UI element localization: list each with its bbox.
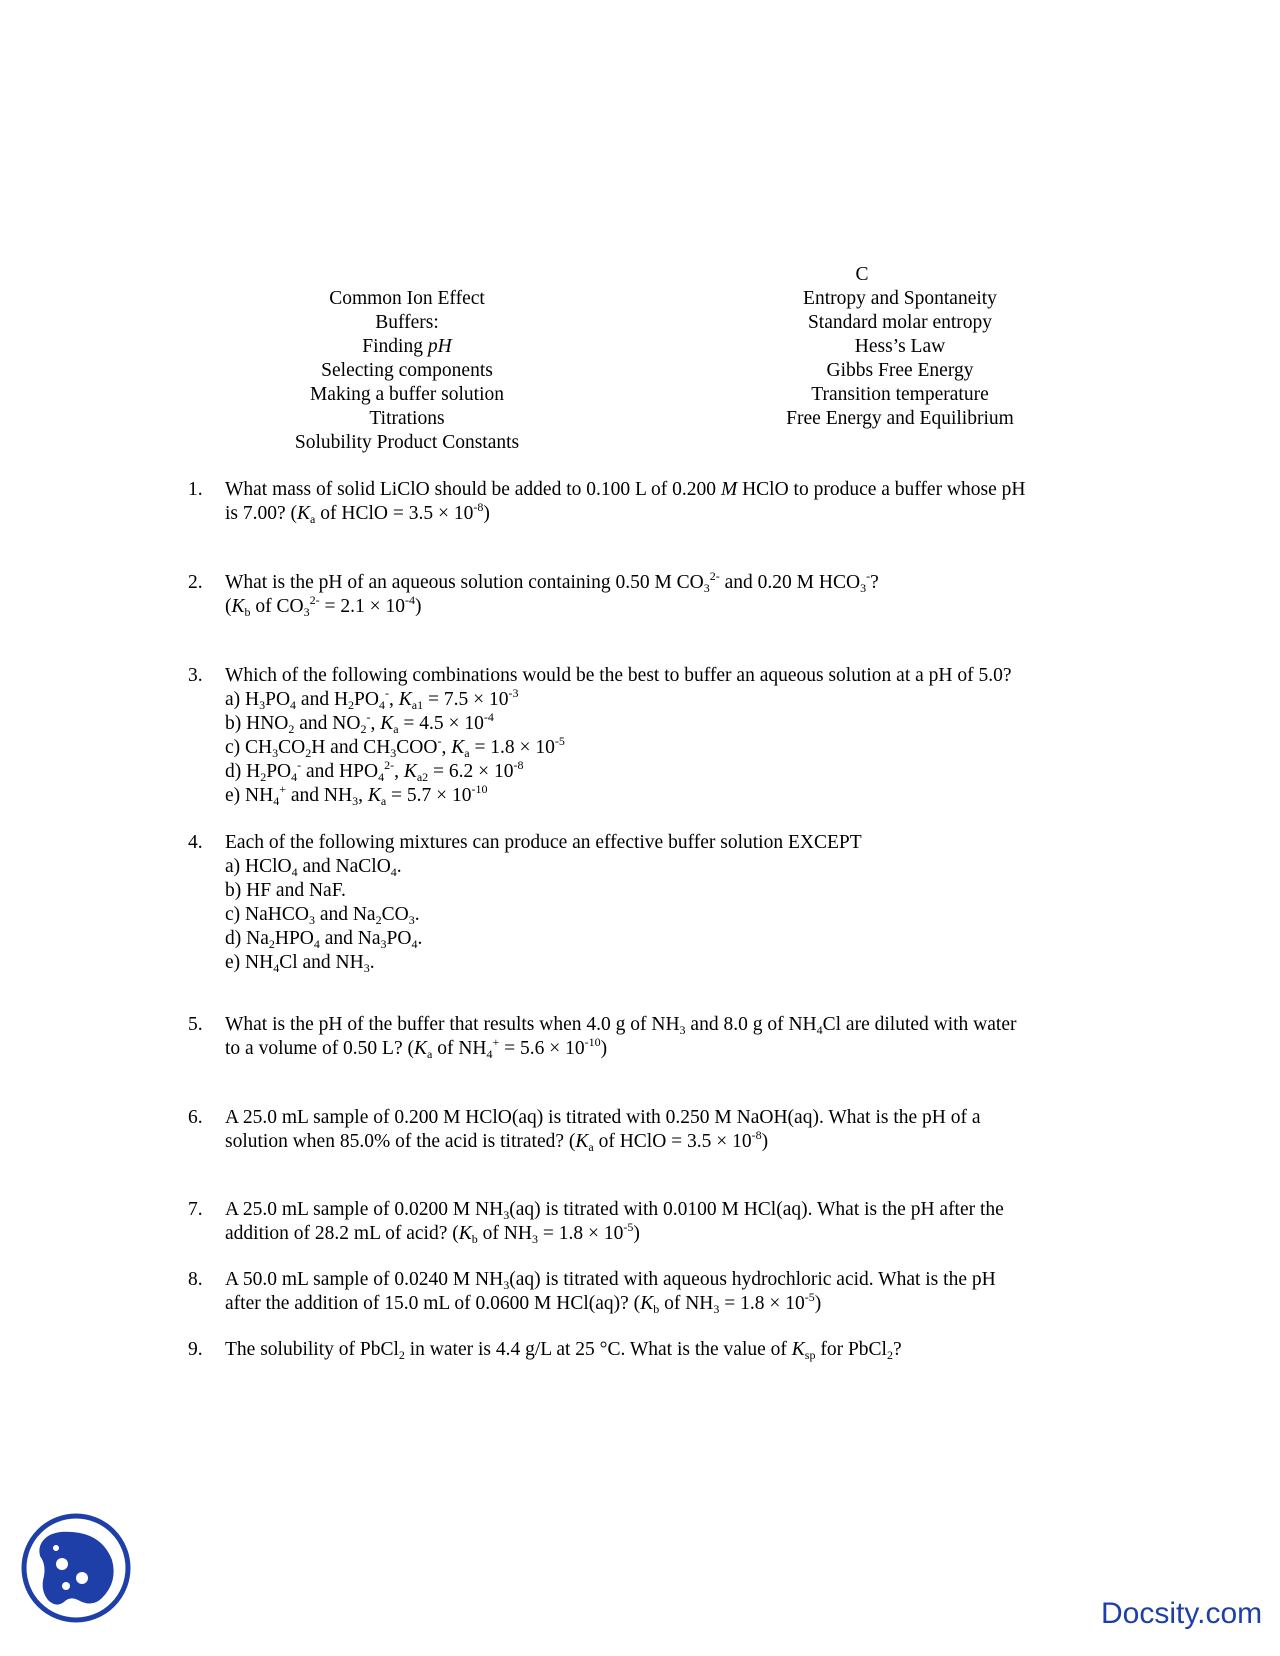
question-number: 5. (188, 1014, 203, 1035)
question-text: The solubility of PbCl$_2$ in water is 4.4 g/L at 25 °C. What is the value of $K_{sp}$ for PbCl$_2$? (225, 1339, 902, 1362)
option-a: a) HClO$_4$ and NaClO$_4$. (225, 856, 402, 879)
topic-molar-entropy: Standard molar entropy (807, 312, 993, 333)
question-text: What is the pH of an aqueous solution containing 0.50 M $CO_3^{2-}$ and 0.20 M $HCO_3^-$? ($K_b$ of $CO_3^{2-} = 2.1 \times 10^{-4}$) (225, 569, 879, 619)
docsity-brand-link[interactable]: Docsity.com (1101, 1597, 1263, 1630)
question-text: Each of the following mixtures can produce an effective buffer solution EXCEPT a) HClO$_4$ and NaClO$_4$. b) HF and NaF. c) NaHCO$_3$ and $Na_2CO_3$. d) $Na_2HPO_4$ and $Na_3PO_4$. e) $NH_4Cl$ and $NH_3$. (225, 831, 1105, 975)
question-number: 4. (188, 832, 203, 853)
question-text: Which of the following combinations would be the best to buffer an aqueous solution at a pH of 5.0? a) $H_3PO_4$ and $H_2PO_4^-$, $K_{a1} = 7.5 \times 10^{-3}$ b) $HNO_2$ and $NO_2^-$, $K_a = 4.5 \times 10^{-4}$ c) $CH_3CO_2H$ and $CH_3COO^-$, $K_a = 1.8 \times 10^{-5}$ d) $H_2PO_4^-$ and $HPO_4^{2-}$, $K_{a2} = 6.2 \times 10^{-8}$ e) $NH_4^+$ and $NH_3$, $K_a = 5.7 \times 10^{-10}$ (225, 664, 1105, 808)
option-d: d) $Na_2HPO_4$ and $Na_3PO_4$. (225, 928, 423, 951)
question-number: 9. (188, 1339, 203, 1360)
option-c: c) $CH_3CO_2H$ and $CH_3COO^-$, $K_a = 1.8 \times 10^{-5}$ (225, 734, 565, 760)
topic-making-buffer: Making a buffer solution (309, 384, 505, 405)
question-text: What mass of solid LiClO should be added to 0.100 L of 0.200 M HClO to produce a buffer whose pH is 7.00? ($K_a$ of HClO = $3.5 \times 10^{-8}$) (225, 479, 1026, 526)
option-b: b) $HNO_2$ and $NO_2^-$, $K_a = 4.5 \times 10^{-4}$ (225, 710, 494, 736)
question-text: What is the pH of the buffer that results when 4.0 g of $NH_3$ and 8.0 g of $NH_4Cl$ are diluted with water to a volume of 0.50 L? ($K_a$ of $NH_4^+ = 5.6 \times 10^{-10}$) (225, 1014, 1017, 1061)
question-number: 2. (188, 572, 203, 593)
option-e: e) $NH_4Cl$ and $NH_3$. (225, 952, 375, 975)
topic-common-ion: Common Ion Effect (329, 288, 485, 309)
column-header: C (855, 264, 869, 285)
topic-hess: Hess’s Law (854, 336, 946, 357)
question-number: 7. (188, 1199, 203, 1220)
question-text: A 25.0 mL sample of 0.0200 M $NH_3(aq)$ is titrated with 0.0100 M HCl(aq). What is the pH after the addition of 28.2 mL of acid? ($K_b$ of $NH_3 = 1.8 \times 10^{-5}$) (225, 1199, 1004, 1246)
topics-right-column (740, 263, 1060, 431)
topics-left-column (232, 287, 582, 455)
option-c: c) NaHCO$_3$ and $Na_2CO_3$. (225, 904, 420, 927)
question-number: 3. (188, 665, 203, 686)
topic-ksp: Solubility Product Constants (294, 432, 520, 453)
topic-selecting: Selecting components (321, 360, 493, 381)
question-text: A 25.0 mL sample of 0.200 M HClO(aq) is titrated with 0.250 M NaOH(aq). What is the pH of a solution when 85.0% of the acid is titrated? ($K_a$ of HClO = $3.5 \times 10^{-8}$) (225, 1107, 981, 1154)
topic-gibbs: Gibbs Free Energy (826, 360, 974, 381)
question-number: 6. (188, 1107, 203, 1128)
topic-free-energy: Free Energy and Equilibrium (786, 408, 1014, 429)
topic-titrations: Titrations (369, 408, 445, 429)
topic-transition: Transition temperature (811, 384, 989, 405)
topic-finding-ph: Finding pH (362, 336, 452, 357)
question-number: 8. (188, 1269, 203, 1290)
topic-entropy: Entropy and Spontaneity (803, 288, 997, 309)
topic-buffers: Buffers: (375, 312, 439, 333)
option-d: d) $H_2PO_4^-$ and $HPO_4^{2-}$, $K_{a2} = 6.2 \times 10^{-8}$ (225, 758, 524, 784)
option-a: a) $H_3PO_4$ and $H_2PO_4^-$, $K_{a1} = 7.5 \times 10^{-3}$ (225, 686, 519, 712)
question-number: 1. (188, 479, 203, 500)
option-b: b) HF and NaF. (225, 880, 346, 901)
option-e: e) $NH_4^+$ and $NH_3$, $K_a = 5.7 \times 10^{-10}$ (225, 782, 488, 808)
docsity-logo-icon (20, 1512, 132, 1624)
question-text: A 50.0 mL sample of 0.0240 M $NH_3(aq)$ is titrated with aqueous hydrochloric acid. What is the pH after the addition of 15.0 mL of 0.0600 M HCl(aq)? ($K_b$ of $NH_3 = 1.8 \times 10^{-5}$) (225, 1269, 996, 1316)
